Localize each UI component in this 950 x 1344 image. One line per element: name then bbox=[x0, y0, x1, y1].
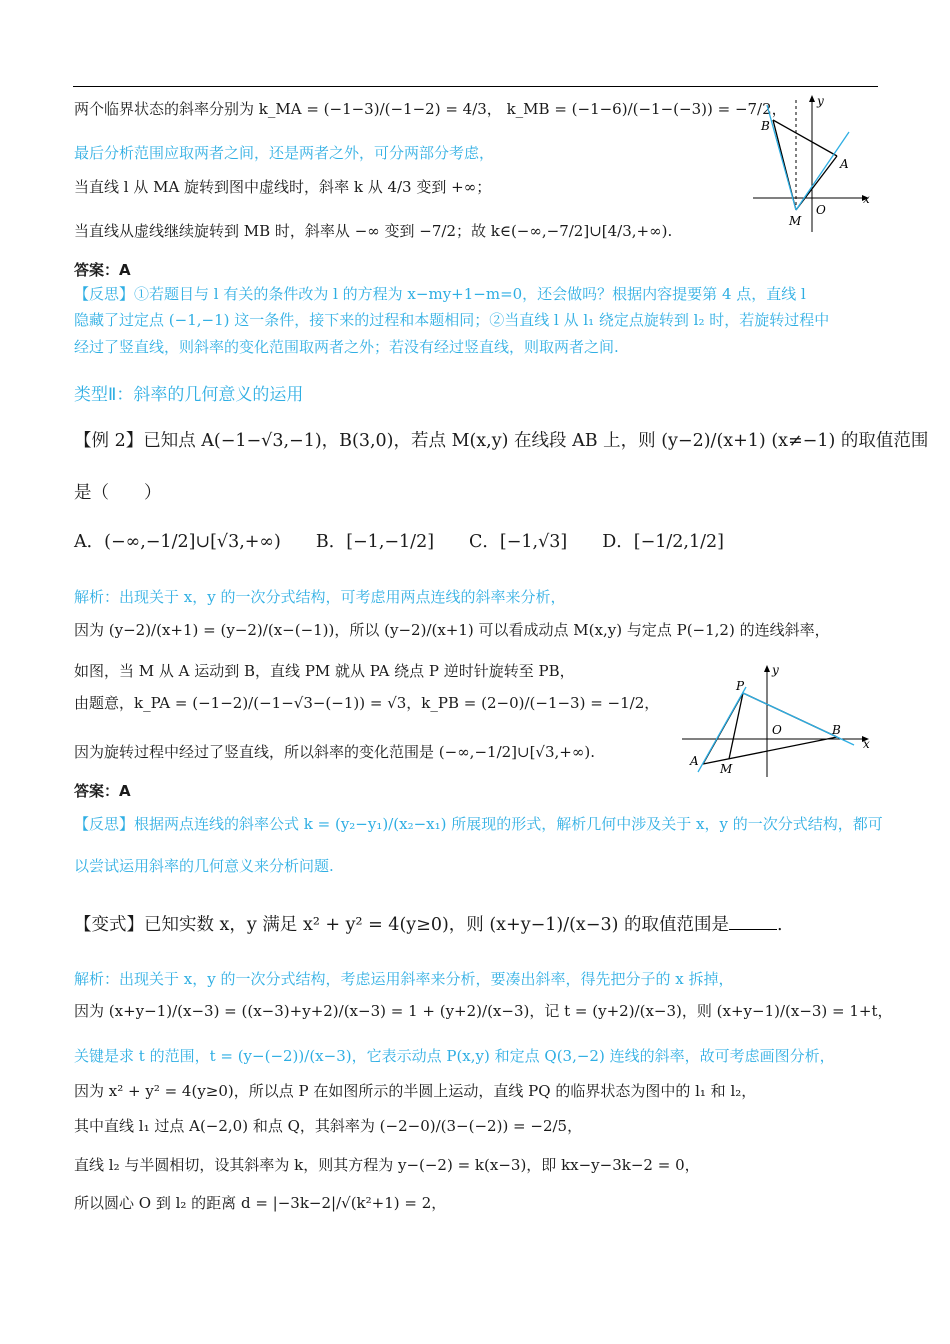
solution-line: 因为 (y−2)/(x+1) = (y−2)/(x−(−1))，所以 (y−2)/(x+1) 可以看成动点 M(x,y) 与定点 P(−1,2) 的连线斜率， bbox=[74, 621, 830, 639]
solution-line: 解析：出现关于 x，y 的一次分式结构，考虑运用斜率来分析，要凑出斜率，得先把分子的 x 拆掉， bbox=[74, 970, 734, 988]
variant-end: . bbox=[777, 915, 783, 935]
solution-line: 因为 (x+y−1)/(x−3) = ((x−3)+y+2)/(x−3) = 1 + (y+2)/(x−3)，记 t = (y+2)/(x−3)，则 (x+y−1)/(x−3) = 1+t， bbox=[74, 1002, 893, 1020]
y-axis-arrow bbox=[764, 665, 770, 672]
section-heading: 类型Ⅱ：斜率的几何意义的运用 bbox=[74, 385, 304, 405]
solution-line: 所以圆心 O 到 l₂ 的距离 d = |−3k−2|/√(k²+1) = 2， bbox=[74, 1194, 447, 1212]
example-question: 是（ ） bbox=[74, 483, 162, 503]
solution-line: 因为旋转过程中经过了竖直线，所以斜率的变化范围是 (−∞,−1/2]∪[√3,+∞). bbox=[74, 743, 595, 761]
label-o: O bbox=[816, 203, 826, 217]
text-line: 当直线从虚线继续旋转到 MB 时，斜率从 −∞ 变到 −7/2；故 k∈(−∞,−7/2]∪[4/3,+∞). bbox=[74, 222, 673, 240]
answer-label: 答案：A bbox=[74, 782, 131, 800]
header-rule bbox=[73, 86, 878, 87]
label-a: A bbox=[690, 754, 699, 768]
label-b: B bbox=[761, 119, 770, 133]
line-pa-extended bbox=[698, 687, 746, 772]
solution-line bbox=[74, 586, 565, 608]
solution-line: 直线 l₂ 与半圆相切，设其斜率为 k，则其方程为 y−(−2) = k(x−3)，即 kx−y−3k−2 = 0， bbox=[74, 1156, 700, 1174]
solution-line: 关键是求 t 的范围，t = (y−(−2))/(x−3)，它表示动点 P(x,y) 和定点 Q(3,−2) 连线的斜率，故可考虑画图分析， bbox=[74, 1047, 835, 1065]
reflection-line: 以尝试运用斜率的几何意义来分析问题. bbox=[74, 857, 334, 875]
example-question: 【例 2】已知点 A(−1−√3,−1)，B(3,0)，若点 M(x,y) 在线段 AB 上，则 (y−2)/(x+1) (x≠−1) 的取值范围 bbox=[74, 431, 929, 451]
line-pb-extended bbox=[743, 693, 854, 745]
text-line: 最后分析范围应取两者之间，还是两者之外，可分两部分考虑， bbox=[74, 144, 495, 162]
segment-pm bbox=[729, 693, 743, 759]
label-o: O bbox=[772, 723, 782, 737]
answer-blank bbox=[729, 915, 777, 930]
solution-text: 解析：出现关于 x，y 的一次分式结构，可考虑用两点连线的斜率来分析， bbox=[74, 588, 566, 606]
label-b: B bbox=[832, 723, 841, 737]
solution-line: 如图，当 M 从 A 运动到 B，直线 PM 就从 PA 绕点 P 逆时针旋转至 PB， bbox=[74, 662, 575, 680]
label-x: x bbox=[863, 737, 870, 751]
label-y: y bbox=[817, 94, 824, 108]
reflection-line: 经过了竖直线，则斜率的变化范围取两者之外；若没有经过竖直线，则取两者之间. bbox=[74, 338, 619, 356]
slope-rotation-figure bbox=[745, 92, 875, 237]
label-x: x bbox=[863, 192, 870, 206]
answer-options: A．(−∞,−1/2]∪[√3,+∞) B．[−1,−1/2] C．[−1,√3] D．[−1/2,1/2] bbox=[74, 532, 724, 552]
segment-ab bbox=[703, 737, 837, 764]
variant-text: 【变式】已知实数 x，y 满足 x² + y² = 4(y≥0)，则 (x+y−1)/(x−3) 的取值范围是 bbox=[74, 915, 729, 935]
line-mb-extended bbox=[767, 105, 796, 210]
label-m: M bbox=[720, 762, 733, 776]
solution-line: 因为 x² + y² = 4(y≥0)，所以点 P 在如图所示的半圆上运动，直线 PQ 的临界状态为图中的 l₁ 和 l₂， bbox=[74, 1082, 757, 1100]
label-a: A bbox=[840, 157, 849, 171]
reflection-line: 隐藏了过定点 (−1,−1) 这一条件，接下来的过程和本题相同；②当直线 l 从 l₁ 绕定点旋转到 l₂ 时，若旋转过程中 bbox=[74, 311, 830, 329]
label-m: M bbox=[789, 214, 802, 228]
answer-label: 答案：A bbox=[74, 261, 131, 279]
variant-question bbox=[74, 914, 783, 936]
text-line: 当直线 l 从 MA 旋转到图中虚线时，斜率 k 从 4/3 变到 +∞； bbox=[74, 178, 492, 196]
y-axis-arrow bbox=[809, 95, 815, 102]
solution-line: 由题意，k_PA = (−1−2)/(−1−√3−(−1)) = √3，k_PB = (2−0)/(−1−3) = −1/2， bbox=[74, 694, 660, 712]
reflection-line: 【反思】①若题目与 l 有关的条件改为 l 的方程为 x−my+1−m=0，还会做吗？根据内容提要第 4 点，直线 l bbox=[74, 285, 806, 303]
text-line: 两个临界状态的斜率分别为 k_MA = (−1−3)/(−1−2) = 4/3， k_MB = (−1−6)/(−1−(−3)) = −7/2， bbox=[74, 100, 787, 118]
point-rotation-figure bbox=[680, 662, 875, 780]
label-p: P bbox=[736, 679, 745, 693]
label-y: y bbox=[772, 663, 779, 677]
segment-ab bbox=[773, 120, 837, 156]
solution-line: 其中直线 l₁ 过点 A(−2,0) 和点 Q，其斜率为 (−2−0)/(3−(−2)) = −2/5， bbox=[74, 1117, 583, 1135]
reflection-line: 【反思】根据两点连线的斜率公式 k = (y₂−y₁)/(x₂−x₁) 所展现的形式，解析几何中涉及关于 x，y 的一次分式结构，都可 bbox=[74, 815, 883, 833]
